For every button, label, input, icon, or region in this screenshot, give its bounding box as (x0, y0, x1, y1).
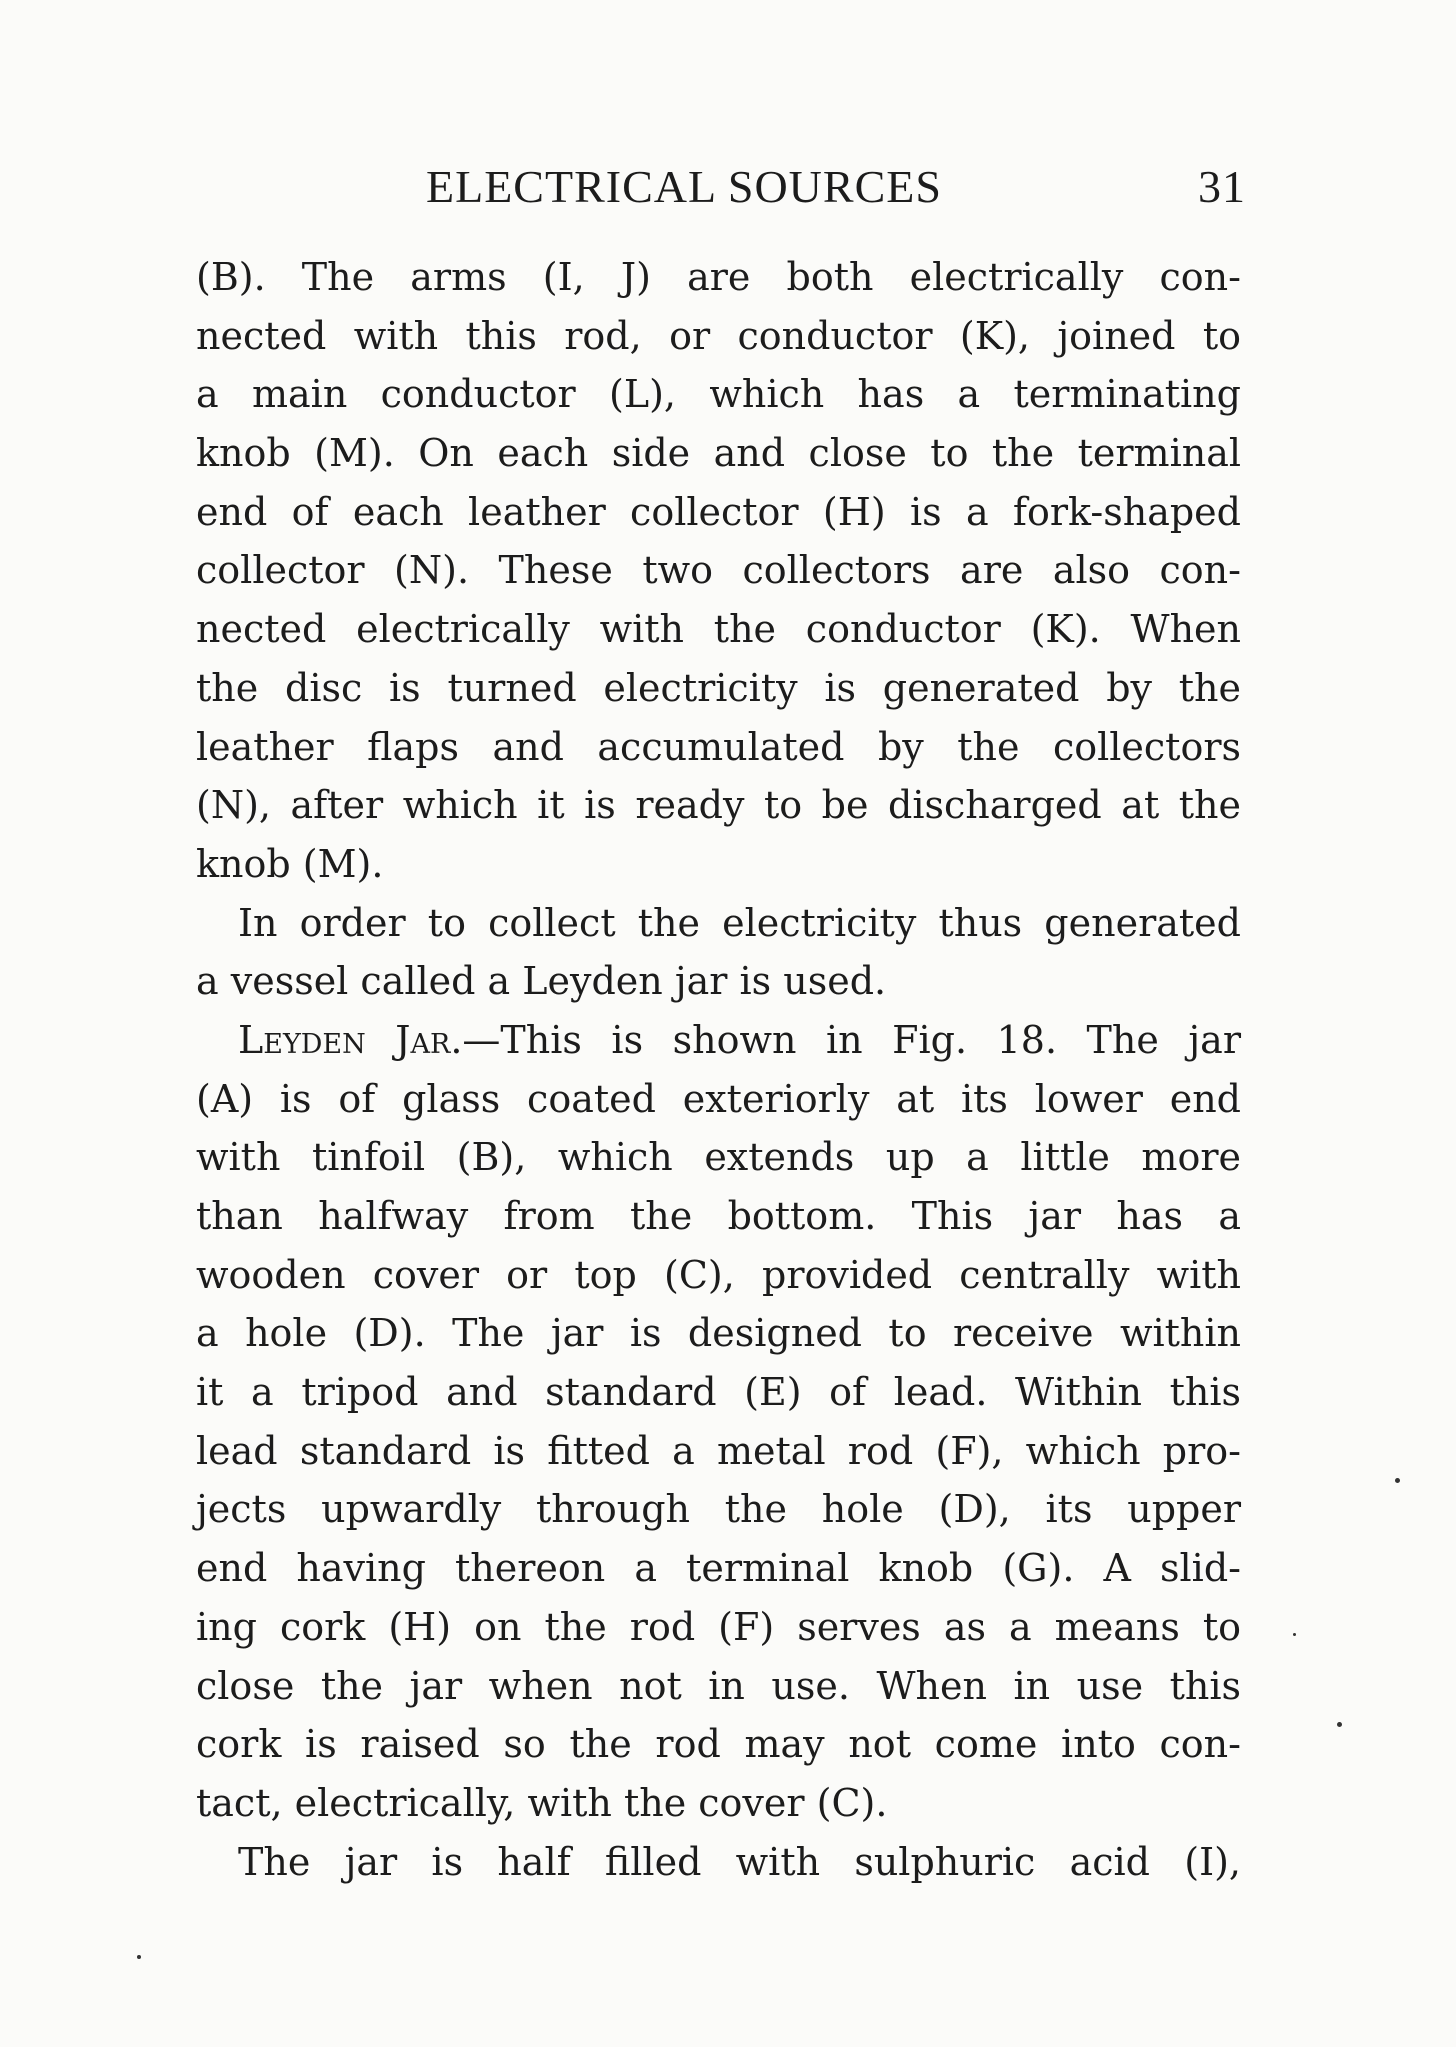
text-line: close the jar when not in use. When in use this (196, 1663, 1241, 1708)
text-line: with tinfoil (B), which extends up a little more (196, 1135, 1241, 1180)
scan-speck (1293, 1633, 1296, 1636)
text-line: wooden cover or top (C), provided centrally with (196, 1252, 1241, 1297)
text-line: The jar is half filled with sulphuric acid (I), (238, 1839, 1241, 1884)
text-line: (A) is of glass coated exteriorly at its lower end (196, 1076, 1241, 1121)
text-line: knob (M). (196, 841, 384, 886)
text-line: end having thereon a terminal knob (G). A slid- (196, 1546, 1241, 1591)
scan-speck (137, 1955, 141, 1959)
text-line: cork is raised so the rod may not come into con- (196, 1722, 1241, 1767)
text-line: (N), after which it is ready to be discharged at the (196, 783, 1241, 828)
body-text (196, 248, 1241, 1891)
scan-speck (1337, 1722, 1342, 1727)
text-line: lead standard is fitted a metal rod (F), which pro- (196, 1428, 1241, 1473)
text-line: the disc is turned electricity is generated by the (196, 665, 1241, 710)
page-number: 31 (1198, 161, 1246, 212)
text-line: a main conductor (L), which has a terminating (196, 372, 1241, 417)
text-line: a vessel called a Leyden jar is used. (196, 959, 887, 1004)
section-heading: Leyden Jar. (238, 1017, 463, 1062)
scan-speck (1395, 1478, 1400, 1483)
text-line: jects upwardly through the hole (D), its upper (196, 1487, 1241, 1532)
text-line: tact, electrically, with the cover (C). (196, 1780, 888, 1825)
text-line: In order to collect the electricity thus generated (238, 900, 1241, 945)
text-line: (B). The arms (I, J) are both electrically con- (196, 255, 1241, 299)
text-line: ing cork (H) on the rod (F) serves as a means to (196, 1604, 1241, 1649)
text-line-rest: —This is shown in Fig. 18. The jar (462, 1017, 1241, 1062)
chapter-title: ELECTRICAL SOURCES (426, 161, 942, 212)
text-line (196, 1011, 1241, 1070)
text-line: nected with this rod, or conductor (K), joined to (196, 313, 1241, 358)
running-head (196, 160, 1246, 220)
text-line: end of each leather collector (H) is a fork-shaped (196, 489, 1241, 534)
text-line: a hole (D). The jar is designed to receive within (196, 1311, 1241, 1356)
text-line: leather flaps and accumulated by the collectors (196, 724, 1241, 769)
text-line: knob (M). On each side and close to the terminal (196, 431, 1241, 476)
text-line: than halfway from the bottom. This jar has a (196, 1194, 1241, 1238)
text-line: it a tripod and standard (E) of lead. Within this (196, 1370, 1241, 1415)
text-line: nected electrically with the conductor (K). When (196, 607, 1241, 652)
text-line: collector (N). These two collectors are also con- (196, 548, 1241, 593)
